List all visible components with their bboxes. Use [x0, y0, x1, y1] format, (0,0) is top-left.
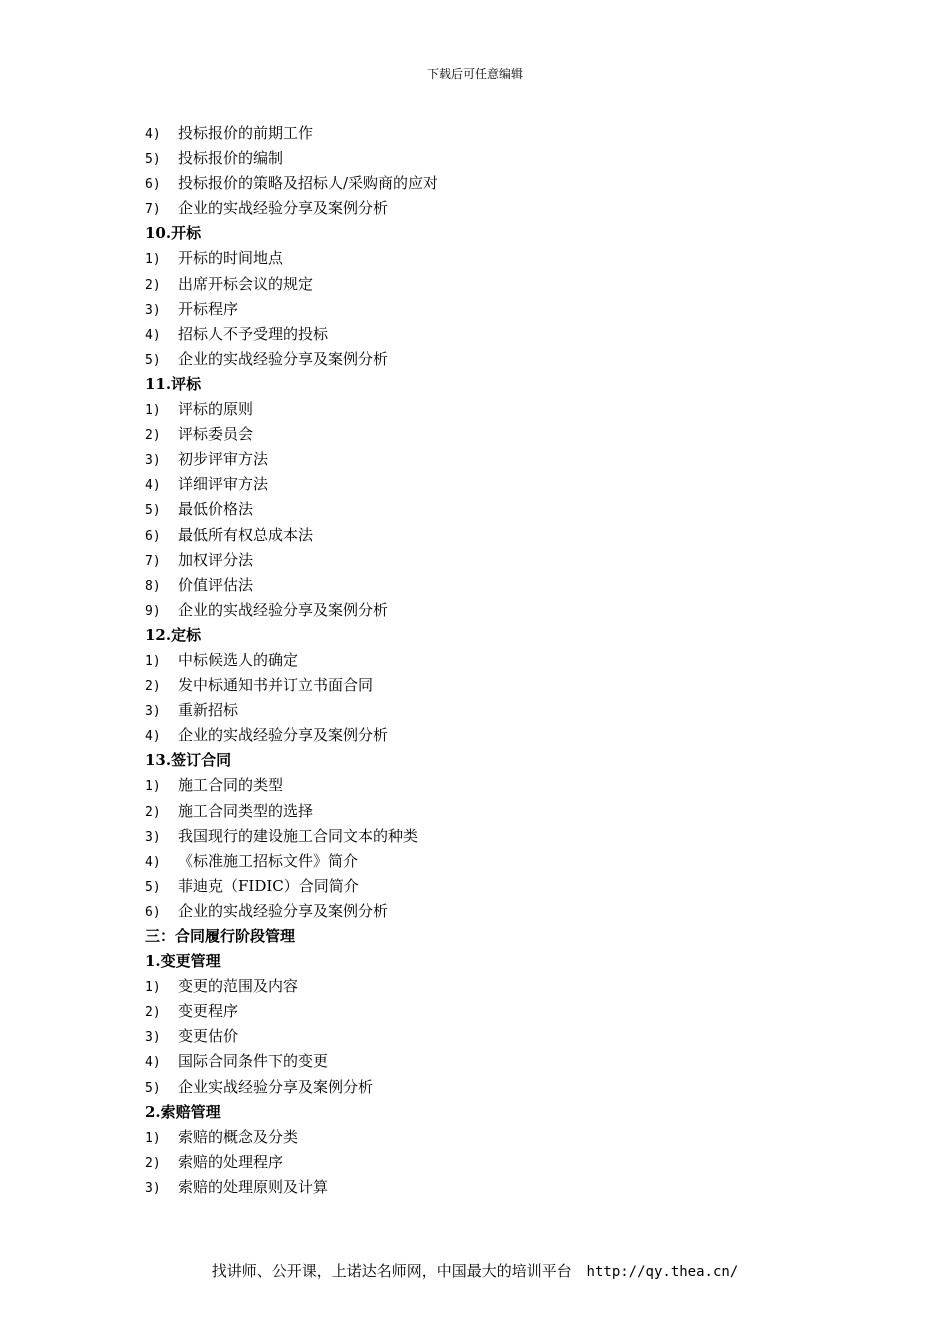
section-heading-text: 10.开标 [145, 224, 202, 243]
list-item [145, 548, 805, 573]
section-heading [145, 372, 805, 397]
list-item-number: 8) [145, 578, 161, 594]
list-item [145, 1075, 805, 1100]
list-item-text: 最低所有权总成本法 [178, 525, 314, 544]
list-item-text: 变更程序 [178, 1002, 239, 1021]
list-item-text: 索赔的处理程序 [178, 1152, 284, 1171]
list-item-number: 2) [145, 679, 161, 695]
list-item-text: 国际合同条件下的变更 [178, 1052, 329, 1071]
list-item-number: 5) [145, 152, 161, 168]
list-item [145, 397, 805, 422]
list-item-number: 4) [145, 729, 161, 745]
list-item-text: 菲迪克（FIDIC）合同简介 [178, 876, 359, 895]
list-item [145, 146, 805, 171]
list-item-number: 4) [145, 478, 161, 494]
list-item [145, 673, 805, 698]
list-item-number: 2) [145, 804, 161, 820]
list-item-number: 2) [145, 428, 161, 444]
list-item-number: 4) [145, 327, 161, 343]
list-item [145, 121, 805, 146]
list-item-text: 索赔的处理原则及计算 [178, 1177, 329, 1196]
list-item-number: 1) [145, 1130, 161, 1146]
list-item-number: 5) [145, 352, 161, 368]
list-item [145, 824, 805, 849]
list-item-number: 6) [145, 177, 161, 193]
list-item-text: 企业的实战经验分享及案例分析 [178, 349, 389, 368]
footer-url[interactable]: http://qy.thea.cn/ [586, 1264, 739, 1280]
list-item-text: 我国现行的建设施工合同文本的种类 [178, 826, 419, 845]
list-item [145, 849, 805, 874]
list-item-number: 3) [145, 704, 161, 720]
list-item [145, 297, 805, 322]
list-item-number: 3) [145, 1180, 161, 1196]
list-item [145, 773, 805, 798]
section-heading-text: 1.变更管理 [145, 952, 221, 971]
list-item [145, 196, 805, 221]
list-item-number: 2) [145, 1155, 161, 1171]
list-item-text: 评标委员会 [178, 425, 254, 444]
list-item-text: 施工合同类型的选择 [178, 801, 314, 820]
list-item [145, 648, 805, 673]
list-item-text: 施工合同的类型 [178, 776, 284, 795]
list-item-text: 企业的实战经验分享及案例分析 [178, 901, 389, 920]
list-item-text: 评标的原则 [178, 400, 254, 419]
list-item-text: 投标报价的编制 [178, 149, 284, 168]
section-heading [145, 949, 805, 974]
list-item-number: 1) [145, 779, 161, 795]
list-item-text: 最低价格法 [178, 500, 254, 519]
list-item-number: 1) [145, 252, 161, 268]
list-item [145, 347, 805, 372]
list-item [145, 723, 805, 748]
list-item-text: 初步评审方法 [178, 450, 269, 469]
list-item-text: 企业的实战经验分享及案例分析 [178, 726, 389, 745]
list-item-number: 2) [145, 277, 161, 293]
list-item [145, 272, 805, 297]
list-item-number: 9) [145, 603, 161, 619]
list-item [145, 246, 805, 271]
list-item-number: 5) [145, 879, 161, 895]
list-item-text: 企业的实战经验分享及案例分析 [178, 199, 389, 218]
list-item-number: 4) [145, 127, 161, 142]
list-item-number: 1) [145, 653, 161, 669]
list-item-text: 中标候选人的确定 [178, 650, 299, 669]
list-item-number: 6) [145, 528, 161, 544]
list-item-text: 《标准施工招标文件》简介 [178, 851, 359, 870]
list-item-number: 2) [145, 1005, 161, 1021]
section-heading [145, 748, 805, 773]
footer-text: 找讲师、公开课，上诺达名师网，中国最大的培训平台 [211, 1262, 572, 1280]
list-item-number: 6) [145, 904, 161, 920]
list-item-text: 开标的时间地点 [178, 249, 284, 268]
section-heading [145, 623, 805, 648]
list-item-text: 索赔的概念及分类 [178, 1127, 299, 1146]
list-item-number: 5) [145, 503, 161, 519]
section-heading-text: 2.索赔管理 [145, 1102, 221, 1121]
list-item [145, 899, 805, 924]
page-footer [0, 1260, 950, 1283]
list-item-number: 1) [145, 403, 161, 419]
list-item-text: 加权评分法 [178, 550, 254, 569]
list-item-text: 价值评估法 [178, 575, 254, 594]
list-item-number: 7) [145, 202, 161, 218]
list-item [145, 1175, 805, 1200]
section-heading-text: 12.定标 [145, 625, 202, 644]
list-item [145, 598, 805, 623]
list-item-text: 出席开标会议的规定 [178, 274, 314, 293]
header-text: 下载后可任意编辑 [426, 67, 523, 81]
list-item [145, 1049, 805, 1074]
list-item-text: 企业的实战经验分享及案例分析 [178, 600, 389, 619]
list-item [145, 1024, 805, 1049]
list-item [145, 1125, 805, 1150]
list-item [145, 523, 805, 548]
list-item-text: 变更的范围及内容 [178, 977, 299, 996]
list-item-text: 招标人不予受理的投标 [178, 324, 329, 343]
list-item [145, 573, 805, 598]
list-item-number: 3) [145, 302, 161, 318]
list-item-number: 4) [145, 854, 161, 870]
list-item [145, 497, 805, 522]
list-item-text: 投标报价的策略及招标人/采购商的应对 [178, 174, 439, 193]
list-item-number: 3) [145, 1030, 161, 1046]
section-heading [145, 924, 805, 949]
list-item [145, 422, 805, 447]
list-item-number: 3) [145, 453, 161, 469]
list-item-number: 5) [145, 1080, 161, 1096]
section-heading-text: 11.评标 [145, 374, 202, 393]
list-item-number: 7) [145, 553, 161, 569]
list-item [145, 974, 805, 999]
document-body [145, 121, 805, 1200]
list-item [145, 874, 805, 899]
list-item-text: 开标程序 [178, 299, 239, 318]
list-item-text: 重新招标 [178, 701, 239, 720]
list-item-text: 企业实战经验分享及案例分析 [178, 1077, 374, 1096]
list-item-text: 变更估价 [178, 1027, 239, 1046]
list-item [145, 322, 805, 347]
page-header [0, 66, 950, 82]
list-item [145, 447, 805, 472]
section-heading-text: 三：合同履行阶段管理 [145, 927, 296, 945]
list-item [145, 799, 805, 824]
list-item [145, 698, 805, 723]
list-item-number: 1) [145, 980, 161, 996]
section-heading [145, 221, 805, 246]
section-heading-text: 13.签订合同 [145, 751, 232, 770]
list-item-text: 详细评审方法 [178, 475, 269, 494]
section-heading [145, 1100, 805, 1125]
list-item [145, 999, 805, 1024]
list-item-text: 投标报价的前期工作 [178, 124, 314, 142]
list-item-number: 4) [145, 1055, 161, 1071]
list-item-text: 发中标通知书并订立书面合同 [178, 676, 374, 695]
list-item [145, 171, 805, 196]
list-item [145, 472, 805, 497]
list-item-number: 3) [145, 829, 161, 845]
list-item [145, 1150, 805, 1175]
